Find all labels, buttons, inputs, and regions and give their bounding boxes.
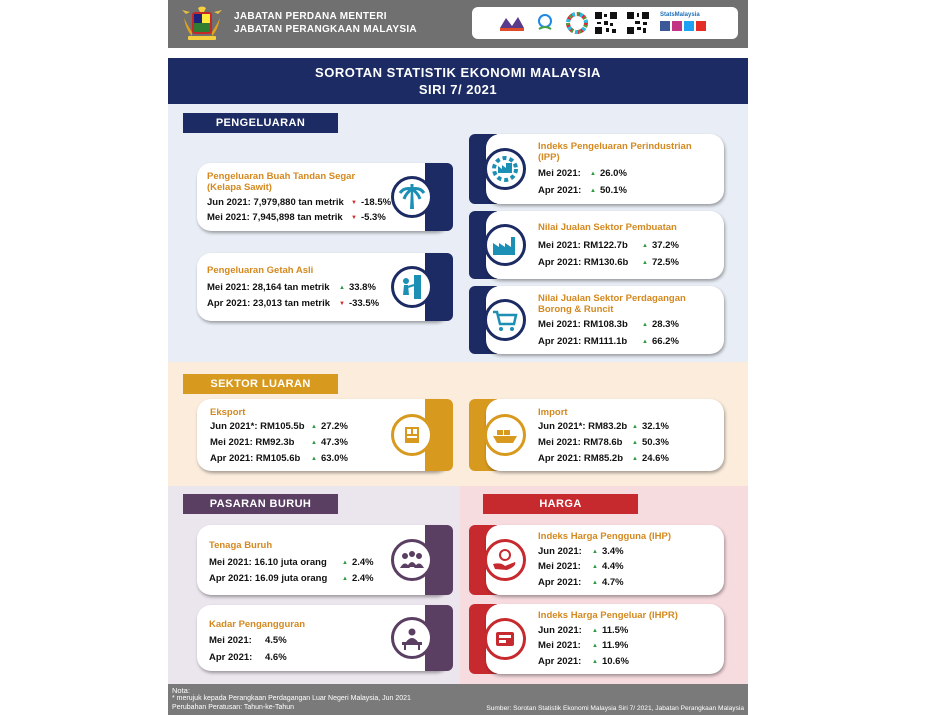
footer-source: Sumber: Sorotan Statistik Ekonomi Malaysia Siri 7/ 2021, Jabatan Perangkaan Malaysia [486,705,744,712]
row-change-down: ▼ -5.3% [351,212,386,223]
row-change-up: ▲ 2.4% [342,557,374,568]
row-change-up: ▲ 3.4% [592,546,624,557]
card-subtitle: (IPP) [538,152,560,163]
row-change-up: ▲ 11.9% [592,640,628,651]
row-label: Apr 2021: 16.09 juta orang [209,573,328,584]
row-label: Mei 2021: RM78.6b [538,437,623,448]
section-label-harga: HARGA [483,494,638,514]
row-change-up: ▲ 4.4% [592,561,624,572]
row-label: Mei 2021: RM108.3b [538,319,628,330]
row-label: Mei 2021: RM122.7b [538,240,628,251]
row-label: Apr 2021: 23,013 tan metrik [207,298,331,309]
row-change-up: ▲ 37.2% [642,240,679,251]
mydata-logo-icon [498,14,526,32]
row-change-up: ▲ 11.5% [592,625,628,636]
row-change-up: ▲ 26.0% [590,168,627,179]
row-label: Apr 2021: [538,577,582,588]
row-change-up: ▲ 72.5% [642,257,679,268]
row-label: Apr 2021: RM111.1b [538,336,628,347]
row-change-up: ▲ 27.2% [311,421,348,432]
youtube-icon[interactable] [696,21,706,31]
row-label: Apr 2021: [538,656,582,667]
row-change-up: ▲ 66.2% [642,336,679,347]
row-change-up: ▲ 63.0% [311,453,348,464]
rubber-tapping-icon [391,266,433,308]
card-title: Indeks Harga Pengeluar (IHPR) [538,610,678,621]
hand-money-icon [484,539,526,581]
card-subtitle: Borong & Runcit [538,304,614,315]
row-change-up: ▲ 32.1% [632,421,669,432]
dept-name-line2: JABATAN PERANGKAAN MALAYSIA [234,24,417,35]
footer-note-2: Perubahan Peratusan: Tahun-ke-Tahun [172,704,295,711]
section-label-sektor-luaran: SEKTOR LUARAN [183,374,338,394]
row-label: Jun 2021*: RM105.5b [210,421,305,432]
row-change-up: ▲ 28.3% [642,319,679,330]
row-label: Mei 2021: 7,945,898 tan metrik [207,212,343,223]
instagram-icon[interactable] [672,21,682,31]
partner-logos-panel [472,7,738,39]
shopping-cart-icon [484,299,526,341]
row-label: Apr 2021: RM130.6b [538,257,629,268]
card-title: Nilai Jualan Sektor Pembuatan [538,222,677,233]
ecensus-logo-icon [534,13,556,33]
factory-gear-icon [484,148,526,190]
dept-name-line1: JABATAN PERDANA MENTERI [234,11,387,22]
facebook-icon[interactable] [660,21,670,31]
title-line1: SOROTAN STATISTIK EKONOMI MALAYSIA [315,65,601,80]
row-label: Mei 2021: [538,640,581,651]
row-label: Jun 2021*: RM83.2b [538,421,628,432]
malaysia-crest-logo [180,6,224,42]
twitter-icon[interactable] [684,21,694,31]
section-label-pengeluaran: PENGELUARAN [183,113,338,133]
card-title: Nilai Jualan Sektor Perdagangan [538,293,686,304]
qr-code-icon-1 [594,11,618,35]
row-change-down: ▼ -18.5% [351,197,391,208]
row-label: Apr 2021: RM105.6b [210,453,301,464]
row-change-up: ▲ 2.4% [342,573,374,584]
footer-note-1: * merujuk kepada Perangkaan Perdagangan Luar Negeri Malaysia, Jun 2021 [172,695,411,702]
qr-code-icon-2 [626,11,650,35]
people-group-icon [391,539,433,581]
row-value: 4.6% [265,652,287,663]
card-title: Pengeluaran Getah Asli [207,265,314,276]
row-label: Apr 2021: [209,652,253,663]
footer-note-label: Nota: [172,686,190,695]
row-label: Mei 2021: 16.10 juta orang [209,557,327,568]
row-change-up: ▲ 24.6% [632,453,669,464]
card-title: Pengeluaran Buah Tandan Segar [207,171,356,182]
row-label: Apr 2021: [538,185,582,196]
row-change-up: ▲ 10.6% [592,656,629,667]
row-label: Jun 2021: 7,979,880 tan metrik [207,197,344,208]
person-desk-icon [391,617,433,659]
card-title: Eksport [210,407,246,418]
row-change-up: ▲ 50.1% [590,185,627,196]
row-change-up: ▲ 47.3% [311,437,348,448]
sdg-wheel-icon [566,12,588,34]
row-label: Mei 2021: RM92.3b [210,437,295,448]
row-label: Mei 2021: 28,164 tan metrik [207,282,330,293]
row-label: Mei 2021: [538,561,581,572]
row-label: Apr 2021: RM85.2b [538,453,624,464]
card-subtitle: (Kelapa Sawit) [207,182,272,193]
card-title: Indeks Harga Pengguna (IHP) [538,531,672,542]
row-change-down: ▼ -33.5% [339,298,379,309]
row-label: Mei 2021: [209,635,252,646]
row-change-up: ▲ 33.8% [339,282,376,293]
row-change-up: ▲ 50.3% [632,437,669,448]
section-label-pasaran-buruh: PASARAN BURUH [183,494,338,514]
row-value: 4.5% [265,635,287,646]
cargo-container-icon [391,414,433,456]
card-title: Import [538,407,568,418]
page-title [168,58,748,104]
row-label: Mei 2021: [538,168,581,179]
card-title: Indeks Pengeluaran Perindustrian [538,141,692,152]
row-label: Jun 2021: [538,546,582,557]
card-title: Kadar Pengangguran [209,619,306,630]
palm-tree-icon [391,176,433,218]
social-handle-label: StatsMalaysia [660,12,700,18]
cargo-ship-icon [484,414,526,456]
row-label: Jun 2021: [538,625,582,636]
price-tag-icon [484,618,526,660]
factory-icon [484,224,526,266]
title-line2: SIRI 7/ 2021 [418,82,498,97]
card-title: Tenaga Buruh [209,540,273,551]
social-icons-row [660,21,706,31]
row-change-up: ▲ 4.7% [592,577,624,588]
